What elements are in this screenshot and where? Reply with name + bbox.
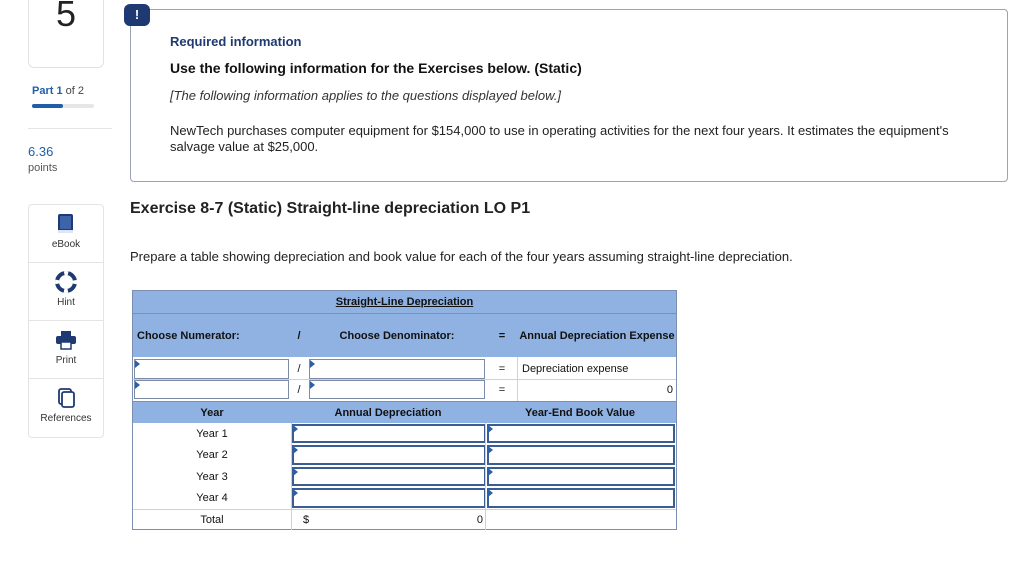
denominator-input-1[interactable] bbox=[309, 359, 485, 379]
numerator-input-1[interactable] bbox=[134, 359, 289, 379]
references-label: References bbox=[40, 413, 92, 424]
depreciation-table bbox=[132, 290, 677, 530]
input-marker bbox=[488, 425, 493, 433]
divide-symbol: / bbox=[297, 329, 301, 342]
references-button[interactable] bbox=[29, 379, 103, 437]
scenario-paragraph: NewTech purchases computer equipment for $154,000 to use in operating activities for the next four years. It estimates the equipment's salvage value at $25,000. bbox=[170, 123, 949, 154]
equals-symbol: = bbox=[498, 384, 506, 396]
year-column-header: Year bbox=[200, 406, 224, 419]
equals-symbol: = bbox=[498, 363, 506, 375]
question-number: 5 bbox=[55, 0, 77, 34]
annual-depreciation-column-header: Annual Depreciation bbox=[334, 406, 442, 419]
year-label: Year 3 bbox=[196, 470, 228, 483]
table-title-row bbox=[133, 291, 676, 313]
exercise-title: Exercise 8-7 (Static) Straight-line depreciation LO P1 bbox=[130, 200, 531, 217]
dropdown-marker bbox=[135, 381, 140, 389]
annual-depreciation-input[interactable] bbox=[292, 467, 486, 486]
input-marker bbox=[293, 425, 298, 433]
part-total: of 2 bbox=[62, 85, 84, 97]
dropdown-marker bbox=[310, 381, 315, 389]
print-button[interactable] bbox=[29, 321, 103, 379]
total-currency: $ bbox=[303, 514, 310, 526]
total-row bbox=[133, 509, 676, 530]
numerator-input-2[interactable] bbox=[134, 380, 289, 399]
annual-depreciation-input[interactable] bbox=[292, 445, 486, 465]
total-label: Total bbox=[200, 514, 224, 526]
hint-label: Hint bbox=[57, 297, 75, 308]
printer-icon bbox=[54, 329, 78, 351]
part-progress-bar bbox=[32, 104, 94, 108]
applies-note: [The following information applies to the questions displayed below.] bbox=[170, 88, 561, 103]
grid-line bbox=[517, 357, 518, 401]
required-info-heading: Required information bbox=[170, 34, 302, 49]
divide-symbol: / bbox=[297, 363, 301, 375]
ebook-label: eBook bbox=[51, 239, 81, 250]
book-value-input[interactable] bbox=[487, 424, 675, 443]
ebook-button[interactable] bbox=[29, 205, 103, 263]
schedule-header-row bbox=[133, 401, 676, 423]
year-label: Year 2 bbox=[196, 449, 228, 461]
year-label: Year 4 bbox=[196, 492, 228, 504]
grid-line bbox=[291, 423, 292, 530]
part-indicator bbox=[32, 85, 84, 97]
use-info-heading: Use the following information for the Exercises below. (Static) bbox=[170, 60, 582, 76]
points-value: 6.36 bbox=[28, 144, 54, 159]
table-row bbox=[133, 444, 676, 466]
lifebuoy-icon bbox=[54, 271, 78, 293]
year-label: Year 1 bbox=[196, 427, 228, 440]
question-number-tile bbox=[28, 0, 104, 68]
formula-header-row bbox=[133, 313, 676, 357]
dropdown-marker bbox=[310, 360, 315, 368]
annual-depreciation-input[interactable] bbox=[292, 488, 486, 508]
dropdown-marker bbox=[135, 360, 140, 368]
exercise-instruction: Prepare a table showing depreciation and book value for each of the four years assuming straight-line depreciation. bbox=[130, 249, 793, 264]
book-value-column-header: Year-End Book Value bbox=[524, 406, 636, 419]
numerator-header: Choose Numerator: bbox=[137, 329, 240, 342]
input-marker bbox=[293, 446, 298, 454]
total-depreciation-value: 0 bbox=[476, 514, 483, 526]
input-marker bbox=[293, 489, 298, 497]
denominator-input-2[interactable] bbox=[309, 380, 485, 399]
denominator-header: Choose Denominator: bbox=[339, 329, 455, 342]
input-marker bbox=[293, 468, 298, 476]
documents-icon bbox=[54, 387, 78, 409]
rail-divider bbox=[28, 128, 112, 129]
tool-panel bbox=[28, 204, 104, 438]
formula-row-1 bbox=[133, 358, 676, 380]
hint-button[interactable] bbox=[29, 263, 103, 321]
part-current: Part 1 bbox=[32, 85, 63, 97]
table-row bbox=[133, 423, 676, 444]
book-value-input[interactable] bbox=[487, 445, 675, 465]
book-icon bbox=[54, 213, 78, 235]
book-value-input[interactable] bbox=[487, 467, 675, 486]
part-progress-fill bbox=[32, 104, 63, 108]
annual-depreciation-input[interactable] bbox=[292, 424, 486, 443]
grid-line bbox=[485, 423, 486, 530]
input-marker bbox=[488, 468, 493, 476]
equals-symbol: = bbox=[498, 329, 506, 342]
alert-icon: ! bbox=[124, 4, 150, 26]
print-label: Print bbox=[55, 355, 77, 366]
grid-line bbox=[133, 379, 676, 380]
annual-expense-result: 0 bbox=[666, 384, 673, 396]
depreciation-expense-label: Depreciation expense bbox=[522, 363, 629, 375]
book-value-input[interactable] bbox=[487, 488, 675, 508]
table-row bbox=[133, 487, 676, 509]
result-header: Annual Depreciation Expense bbox=[519, 329, 675, 342]
table-title: Straight-Line Depreciation bbox=[335, 296, 474, 308]
input-marker bbox=[488, 446, 493, 454]
formula-row-2 bbox=[133, 380, 676, 400]
points-label: points bbox=[28, 162, 58, 174]
divide-symbol: / bbox=[297, 384, 301, 396]
table-row bbox=[133, 466, 676, 487]
input-marker bbox=[488, 489, 493, 497]
